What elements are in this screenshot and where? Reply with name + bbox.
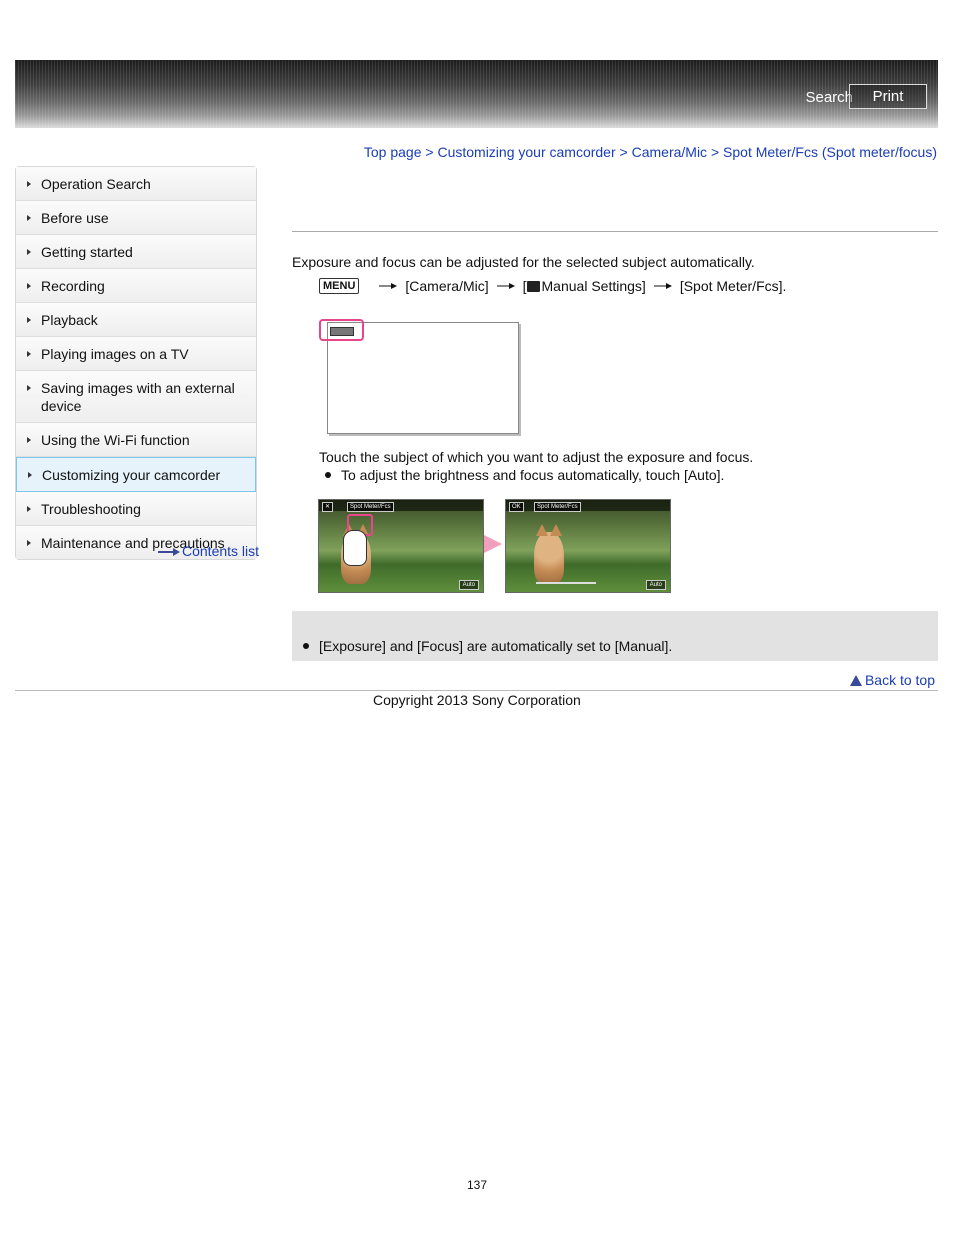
arrow-right-icon <box>379 283 397 289</box>
menu-button-icon: MENU <box>319 278 359 294</box>
touch-hand-icon <box>343 530 367 566</box>
arrow-right-icon <box>158 548 180 556</box>
intro-text: Exposure and focus can be adjusted for the selected subject automatically. <box>292 254 755 270</box>
page-number: 137 <box>466 1178 488 1192</box>
chevron-right-icon <box>27 540 31 546</box>
sidebar-item-wifi[interactable]: Using the Wi-Fi function <box>16 423 256 457</box>
back-to-top-link[interactable]: Back to top <box>850 672 935 688</box>
auto-button: Auto <box>459 580 479 590</box>
sidebar-item-playback[interactable]: Playback <box>16 303 256 337</box>
header-bar <box>15 60 938 128</box>
arrow-right-icon <box>654 283 672 289</box>
chevron-right-icon <box>27 506 31 512</box>
chevron-right-icon <box>27 181 31 187</box>
auto-bullet: To adjust the brightness and focus automatically, touch [Auto]. <box>325 467 724 483</box>
chevron-right-icon <box>27 249 31 255</box>
sidebar-item-maintenance[interactable]: Maintenance and precautions <box>16 526 256 559</box>
sidebar-nav <box>15 166 257 560</box>
breadcrumb-camera-mic[interactable]: Camera/Mic <box>631 144 708 160</box>
note-text: [Exposure] and [Focus] are automatically set to [Manual]. <box>319 638 673 654</box>
sidebar-item-troubleshooting[interactable]: Troubleshooting <box>16 492 256 526</box>
menu-steps: MENU [Camera/Mic] [ Manual Settings] [Spot Meter/Fcs]. <box>319 278 786 294</box>
auto-button: Auto <box>646 580 666 590</box>
chevron-right-icon <box>27 351 31 357</box>
chevron-right-icon <box>27 317 31 323</box>
manual-settings-icon <box>527 281 540 292</box>
screen-before-illustration <box>318 499 484 593</box>
sidebar-item-playing-on-tv[interactable]: Playing images on a TV <box>16 337 256 371</box>
title-divider <box>292 231 938 232</box>
touch-instruction: Touch the subject of which you want to adjust the exposure and focus. <box>319 449 754 465</box>
sidebar-item-recording[interactable]: Recording <box>16 269 256 303</box>
breadcrumb-top-page[interactable]: Top page <box>363 144 422 160</box>
breadcrumb: Top page > Customizing your camcorder > Camera/Mic > Spot Meter/Fcs (Spot meter/focus) <box>363 144 937 160</box>
cat-image <box>534 532 564 584</box>
arrow-right-icon <box>497 283 515 289</box>
chevron-right-icon <box>27 283 31 289</box>
chevron-right-icon <box>27 437 31 443</box>
arrow-up-icon <box>850 675 862 686</box>
sidebar-item-before-use[interactable]: Before use <box>16 201 256 235</box>
step-manual-settings: Manual Settings] <box>541 278 646 294</box>
print-button[interactable]: Print <box>849 84 927 109</box>
chevron-right-icon <box>28 472 32 478</box>
adjust-slider <box>536 582 596 584</box>
chevron-right-icon <box>27 215 31 221</box>
note-box <box>292 611 938 661</box>
chevron-right-icon <box>27 385 31 391</box>
bullet-icon <box>325 472 331 478</box>
arrow-right-icon <box>484 535 502 553</box>
step-spot-meter: [Spot Meter/Fcs]. <box>679 278 787 294</box>
sidebar-item-customizing[interactable]: Customizing your camcorder <box>16 457 256 492</box>
screen-after-illustration <box>505 499 671 593</box>
search-link[interactable]: Search <box>805 89 853 106</box>
footer-divider <box>15 690 938 691</box>
screen-title: Spot Meter/Fcs <box>347 502 394 512</box>
close-icon: ✕ <box>322 502 333 512</box>
bullet-icon <box>303 643 309 649</box>
step-camera-mic: [Camera/Mic] <box>405 278 489 294</box>
menu-highlight-icon <box>319 319 364 341</box>
sidebar-item-operation-search[interactable]: Operation Search <box>16 167 256 201</box>
breadcrumb-current[interactable]: Spot Meter/Fcs (Spot meter/focus) <box>723 144 937 160</box>
contents-list-link[interactable]: Contents list <box>158 543 259 559</box>
copyright: Copyright 2013 Sony Corporation <box>373 692 581 708</box>
sidebar-item-getting-started[interactable]: Getting started <box>16 235 256 269</box>
ok-button: OK <box>509 502 524 512</box>
screen-title: Spot Meter/Fcs <box>534 502 581 512</box>
sidebar-item-saving-images[interactable]: Saving images with an external device <box>16 371 256 423</box>
breadcrumb-customizing[interactable]: Customizing your camcorder <box>437 144 616 160</box>
